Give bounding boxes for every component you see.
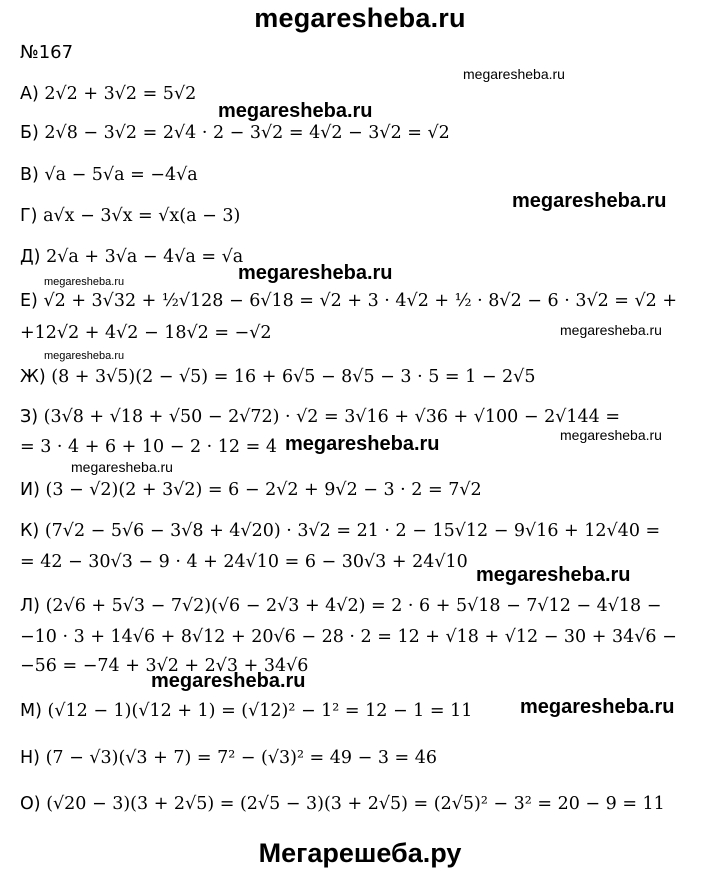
watermark: megaresheba.ru — [218, 100, 373, 122]
line-math: +12√2 + 4√2 − 18√2 = −√2 — [20, 323, 272, 343]
line-math: −10 · 3 + 14√6 + 8√12 + 20√6 − 28 · 2 = 12 + √18 + √12 − 30 + 34√6 − — [20, 627, 677, 647]
watermark: megaresheba.ru — [238, 262, 393, 284]
problem-number: №167 — [20, 42, 74, 63]
line-label: И) — [20, 480, 40, 500]
line-math: = 3 · 4 + 6 + 10 − 2 · 12 = 4 — [20, 437, 277, 457]
watermark: megaresheba.ru — [151, 670, 306, 692]
watermark: megaresheba.ru — [512, 190, 667, 212]
line-label: Н) — [20, 748, 40, 768]
solution-line-e-cont — [20, 322, 272, 344]
watermark: megaresheba.ru — [285, 433, 440, 455]
site-title: megaresheba.ru — [254, 3, 466, 33]
line-label: Е) — [20, 291, 38, 311]
line-label: М) — [20, 701, 42, 721]
solution-line-z — [20, 406, 620, 428]
watermark: megaresheba.ru — [560, 322, 662, 338]
solution-line-o — [20, 793, 665, 815]
solution-line-z-cont — [20, 436, 277, 458]
solution-line-e — [20, 290, 677, 312]
line-math: √2 + 3√32 + ½√128 − 6√18 = √2 + 3 · 4√2 + ½ · 8√2 − 6 · 3√2 = √2 + — [43, 291, 678, 311]
line-math: (√12 − 1)(√12 + 1) = (√12)² − 1² = 12 − 1 = 11 — [47, 701, 473, 721]
line-math: = 42 − 30√3 − 9 · 4 + 24√10 = 6 − 30√3 + 24√10 — [20, 552, 468, 572]
line-label: О) — [20, 794, 41, 814]
line-label: К) — [20, 521, 40, 541]
line-math: −56 = −74 + 3√2 + 2√3 + 34√6 — [20, 656, 309, 676]
watermark: megaresheba.ru — [476, 564, 631, 586]
solution-line-m — [20, 700, 472, 722]
line-label: Б) — [20, 123, 39, 143]
line-math: 2√8 − 3√2 = 2√4 · 2 − 3√2 = 4√2 − 3√2 = √2 — [44, 123, 450, 143]
solution-line-k-cont — [20, 551, 468, 573]
watermark: megaresheba.ru — [463, 66, 565, 82]
line-math: (7 − √3)(√3 + 7) = 7² − (√3)² = 49 − 3 = 46 — [45, 748, 438, 768]
solution-line-l-cont1 — [20, 626, 677, 648]
watermark: megaresheba.ru — [560, 427, 662, 443]
solution-line-l — [20, 595, 661, 617]
line-label: Л) — [20, 596, 40, 616]
line-math: (3√8 + √18 + √50 − 2√72) · √2 = 3√16 + √36 + √100 − 2√144 = — [43, 407, 621, 427]
line-math: (√20 − 3)(3 + 2√5) = (2√5 − 3)(3 + 2√5) = (2√5)² − 3² = 20 − 9 = 11 — [46, 794, 665, 814]
line-math: (8 + 3√5)(2 − √5) = 16 + 6√5 − 8√5 − 3 · 5 = 1 − 2√5 — [51, 367, 536, 387]
solution-line-d — [20, 246, 243, 268]
solution-line-g — [20, 205, 240, 227]
line-math: (7√2 − 5√6 − 3√8 + 4√20) · 3√2 = 21 · 2 − 15√12 − 9√16 + 12√40 = — [44, 521, 661, 541]
solution-line-n — [20, 747, 437, 769]
solution-line-i — [20, 479, 482, 501]
line-math: (3 − √2)(2 + 3√2) = 6 − 2√2 + 9√2 − 3 · 2 = 7√2 — [45, 480, 482, 500]
line-label: Г) — [20, 206, 38, 226]
watermark: megaresheba.ru — [44, 276, 125, 288]
watermark: megaresheba.ru — [44, 350, 125, 362]
line-label: Ж) — [20, 367, 46, 387]
line-label: А) — [20, 84, 39, 104]
solution-line-k — [20, 520, 660, 542]
line-math: a√x − 3√x = √x(a − 3) — [43, 206, 241, 226]
watermark: megaresheba.ru — [71, 459, 173, 475]
solution-line-a — [20, 83, 196, 105]
line-math: (2√6 + 5√3 − 7√2)(√6 − 2√3 + 4√2) = 2 · 6 + 5√18 − 7√12 − 4√18 − — [45, 596, 662, 616]
line-math: 2√2 + 3√2 = 5√2 — [44, 84, 197, 104]
line-label: Д) — [20, 247, 41, 267]
line-label: З) — [20, 407, 39, 427]
line-label: В) — [20, 165, 39, 185]
line-math: 2√a + 3√a − 4√a = √a — [46, 247, 244, 267]
solution-line-zh — [20, 366, 535, 388]
line-math: √a − 5√a = −4√a — [44, 165, 198, 185]
solution-line-v — [20, 164, 198, 186]
watermark: megaresheba.ru — [520, 696, 675, 718]
footer-title: Мегарешеба.ру — [258, 838, 462, 868]
solution-line-b — [20, 122, 450, 144]
